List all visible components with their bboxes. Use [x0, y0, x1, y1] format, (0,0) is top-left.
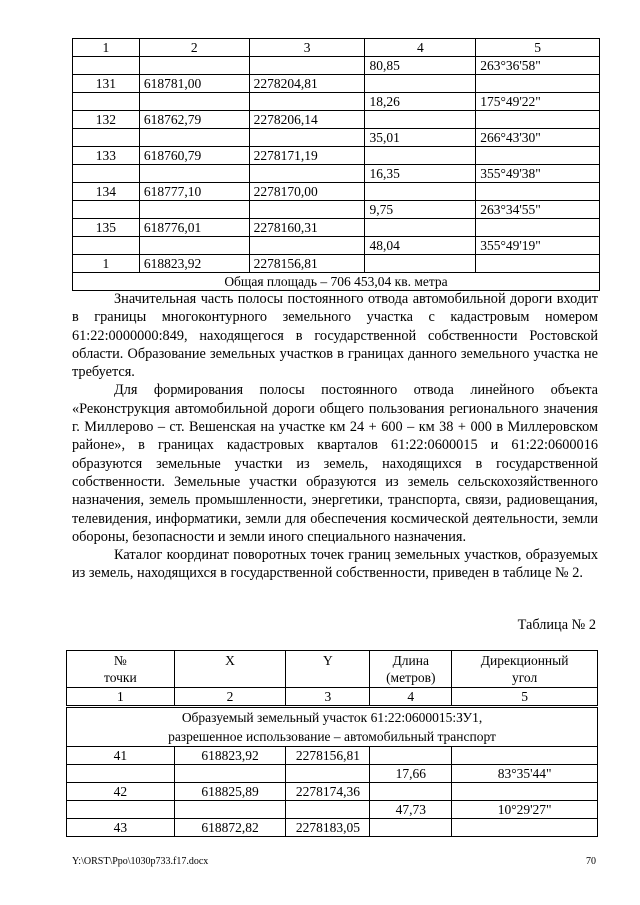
body-text [72, 290, 598, 583]
section-line: разрешенное использование – автомобильный транспорт [168, 729, 496, 744]
column-header [67, 651, 175, 688]
header-line: Y [323, 653, 333, 668]
column-header [286, 651, 370, 688]
table-cell: 43 [67, 819, 175, 837]
table-row [73, 93, 600, 111]
table-cell [249, 165, 365, 183]
table-cell: 355°49'19" [476, 237, 600, 255]
table-cell: 1 [73, 255, 140, 273]
coordinates-table-2 [66, 650, 598, 837]
table-cell [139, 165, 249, 183]
column-number: 5 [452, 688, 598, 707]
table-cell: 16,35 [365, 165, 476, 183]
table-cell [139, 237, 249, 255]
table-cell: 17,66 [370, 765, 452, 783]
header-line: (метров) [386, 670, 436, 685]
table-cell [139, 57, 249, 75]
table-cell: 618872,82 [174, 819, 286, 837]
column-number: 4 [370, 688, 452, 707]
table-row [73, 111, 600, 129]
table-cell [73, 93, 140, 111]
table-row [73, 75, 600, 93]
table-row [67, 819, 598, 837]
table-cell: 2278183,05 [286, 819, 370, 837]
table-cell [476, 219, 600, 237]
table-cell: 618777,10 [139, 183, 249, 201]
table-cell [365, 147, 476, 165]
column-numbers-row [67, 688, 598, 707]
table-cell [476, 111, 600, 129]
table-cell: 134 [73, 183, 140, 201]
header-line: X [225, 653, 235, 668]
table-cell [286, 801, 370, 819]
table-cell: 2278156,81 [249, 255, 365, 273]
table-cell: 263°34'55" [476, 201, 600, 219]
table-cell: 618762,79 [139, 111, 249, 129]
header-line [179, 669, 282, 686]
table-cell: 18,26 [365, 93, 476, 111]
table-row [73, 201, 600, 219]
table-row [67, 783, 598, 801]
header-line [290, 669, 365, 686]
table-row [67, 747, 598, 765]
table-cell: 618825,89 [174, 783, 286, 801]
table-cell [370, 819, 452, 837]
table-cell: 10°29'27" [452, 801, 598, 819]
header-line: угол [511, 670, 538, 685]
table-row [73, 219, 600, 237]
table-cell [249, 57, 365, 75]
table-row [73, 255, 600, 273]
table-cell [365, 183, 476, 201]
section-title [67, 707, 598, 747]
table-cell: 618823,92 [139, 255, 249, 273]
column-number: 2 [139, 39, 249, 57]
table-cell: 9,75 [365, 201, 476, 219]
page-number: 70 [586, 856, 596, 867]
table-row [73, 57, 600, 75]
table-cell [286, 765, 370, 783]
table-row [73, 237, 600, 255]
table-cell [476, 147, 600, 165]
table-cell [174, 801, 286, 819]
table-row [73, 165, 600, 183]
table-cell [476, 75, 600, 93]
coordinates-table-1 [72, 38, 600, 291]
paragraph-2: Для формирования полосы постоянного отвода линейного объекта «Реконструкция автомобильной дороги общего пользования регионального значения г. Миллерово – ст. Вешенская на участке км 24 + 600 – км 38 + 000 в Миллеровском районе», в границах кадастровых кварталов 61:22:0600015 и 61:22:0600016 образуются земельные участки из земель, находящихся в государственной собственности. Земельные участки образуются из земель сельскохозяйственного назначения, земель промышленности, энергетики, транспорта, связи, радиовещания, телевидения, информатики, земли для обеспечения космической деятельности, земли обороны, безопасности и земли иного специального назначения. [72, 382, 598, 545]
column-number: 5 [476, 39, 600, 57]
table-cell: 2278174,36 [286, 783, 370, 801]
table-row [73, 183, 600, 201]
table-cell [370, 783, 452, 801]
table-cell: 47,73 [370, 801, 452, 819]
table-cell [452, 747, 598, 765]
column-number: 1 [67, 688, 175, 707]
table-cell [476, 183, 600, 201]
table-cell [452, 783, 598, 801]
column-number: 3 [286, 688, 370, 707]
column-number: 2 [174, 688, 286, 707]
table-cell: 618760,79 [139, 147, 249, 165]
table-cell: 132 [73, 111, 140, 129]
column-header [174, 651, 286, 688]
table-cell [365, 111, 476, 129]
paragraph-3: Каталог координат поворотных точек границ земельных участков, образуемых из земель, находящихся в государственной собственности, приведен в таблице № 2. [72, 547, 598, 582]
table-cell [452, 819, 598, 837]
total-area: Общая площадь – 706 453,04 кв. метра [73, 273, 600, 291]
table-cell: 83°35'44" [452, 765, 598, 783]
column-number: 3 [249, 39, 365, 57]
paragraph-1: Значительная часть полосы постоянного отвода автомобильной дороги входит в границы многоконтурного земельного участка с кадастровым номером 61:22:0000000:849, находящегося в государственной собственности Ростовской области. Образование земельных участков в границах данного земельного участка не требуется. [72, 291, 598, 381]
table-cell [249, 129, 365, 147]
table-header-row [73, 39, 600, 57]
table-cell [249, 237, 365, 255]
table-cell [365, 75, 476, 93]
table-cell [73, 129, 140, 147]
table-cell: 135 [73, 219, 140, 237]
column-header [452, 651, 598, 688]
table-cell [73, 201, 140, 219]
table-row [73, 129, 600, 147]
table-cell [476, 255, 600, 273]
table-cell: 618776,01 [139, 219, 249, 237]
column-number: 1 [73, 39, 140, 57]
section-row [67, 707, 598, 747]
table-cell: 35,01 [365, 129, 476, 147]
table-cell [73, 237, 140, 255]
header-line: Дирекционный [480, 653, 569, 668]
table-cell: 2278206,14 [249, 111, 365, 129]
header-line: № [113, 653, 127, 668]
column-number: 4 [365, 39, 476, 57]
table-cell: 175°49'22" [476, 93, 600, 111]
table-caption: Таблица № 2 [517, 617, 596, 633]
table-cell: 618823,92 [174, 747, 286, 765]
table-cell [73, 165, 140, 183]
table-cell: 80,85 [365, 57, 476, 75]
total-row [73, 273, 600, 291]
table-cell [249, 93, 365, 111]
table-cell: 48,04 [365, 237, 476, 255]
table-cell: 42 [67, 783, 175, 801]
table-cell: 266°43'30" [476, 129, 600, 147]
table-cell [67, 801, 175, 819]
table-row [67, 801, 598, 819]
table-cell [139, 201, 249, 219]
table-cell: 2278160,31 [249, 219, 365, 237]
header-line: точки [103, 670, 137, 685]
table-cell: 133 [73, 147, 140, 165]
table-row [67, 765, 598, 783]
table-cell [370, 747, 452, 765]
footer-file-path: Y:\ORST\Ppo\1030p733.f17.docx [72, 856, 209, 867]
table-cell: 618781,00 [139, 75, 249, 93]
section-line: Образуемый земельный участок 61:22:0600015:ЗУ1, [181, 710, 483, 725]
table-cell [73, 57, 140, 75]
table-cell: 2278171,19 [249, 147, 365, 165]
table-cell [67, 765, 175, 783]
table-cell: 355°49'38" [476, 165, 600, 183]
table-cell: 263°36'58" [476, 57, 600, 75]
header-line: Длина [392, 653, 429, 668]
table-row [73, 147, 600, 165]
table-cell: 41 [67, 747, 175, 765]
column-header [370, 651, 452, 688]
table-cell [365, 219, 476, 237]
table-cell [139, 93, 249, 111]
table-cell: 131 [73, 75, 140, 93]
table-cell [139, 129, 249, 147]
table-cell [249, 201, 365, 219]
table-cell: 2278204,81 [249, 75, 365, 93]
table-cell: 2278156,81 [286, 747, 370, 765]
table-cell [174, 765, 286, 783]
table-cell: 2278170,00 [249, 183, 365, 201]
table-cell [365, 255, 476, 273]
table-header-row [67, 651, 598, 688]
